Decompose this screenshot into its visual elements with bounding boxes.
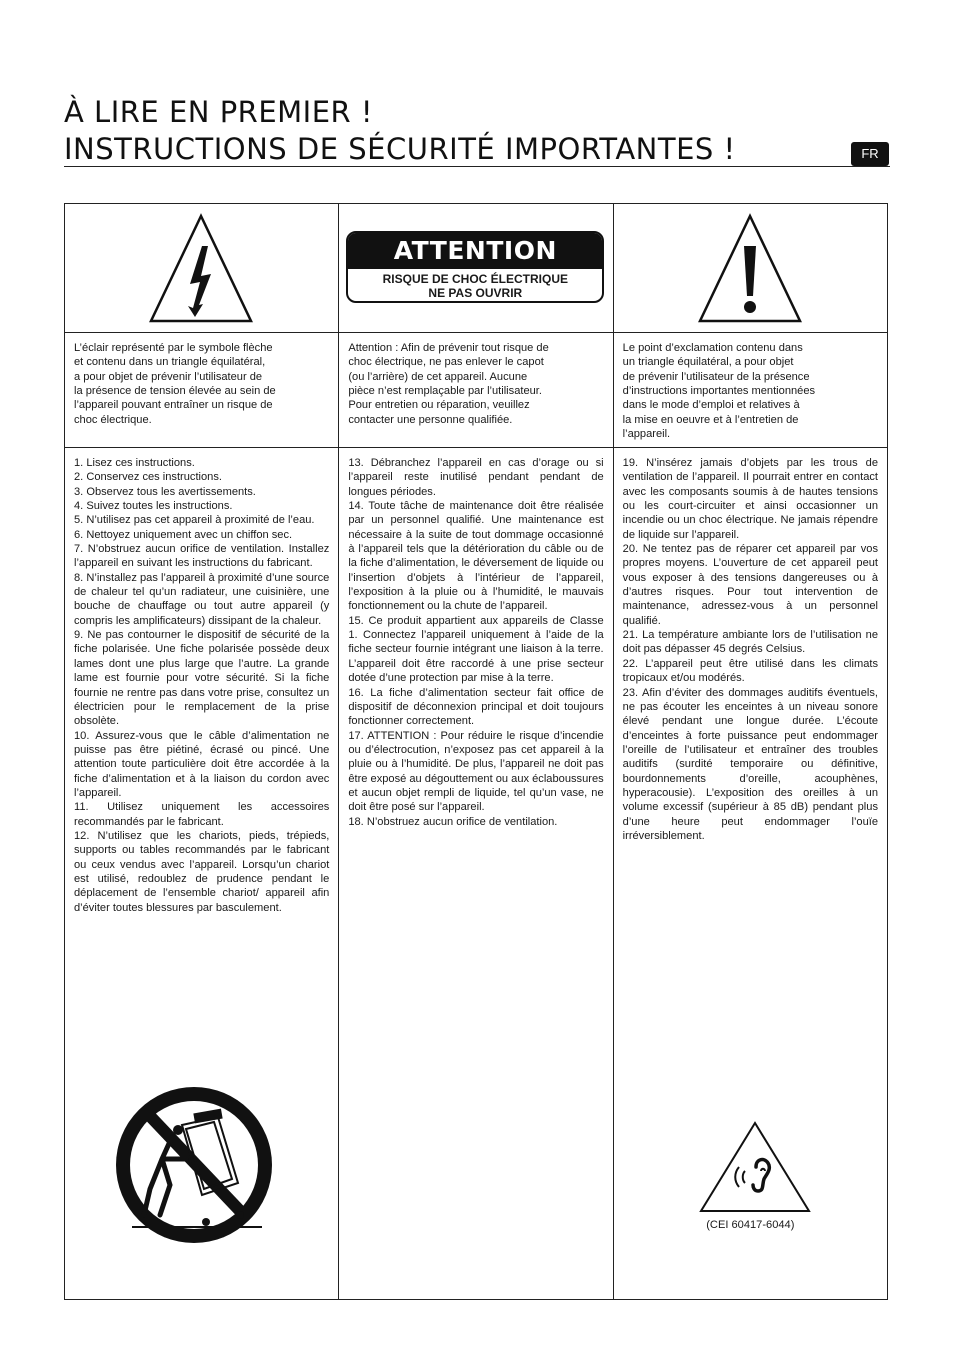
- lightning-triangle-icon: [65, 204, 338, 332]
- cei-label: (CEI 60417-6044): [706, 1219, 795, 1231]
- instruction-item: 19. N’insérez jamais d’objets par les trous de ventilation de l’appareil. Il pourrait entrer en contact avec les composants soumis à de hautes tensions ou les court-circuiter et ainsi occasionner un incendie ou un choc électrique. Ne jamais répendre de liquide sur l’appareil.: [622, 457, 878, 541]
- symbol-cell-exclamation: [613, 204, 887, 333]
- instructions-col-3-text: [614, 448, 887, 843]
- instructions-col-2: [339, 448, 613, 1300]
- safety-table: [64, 203, 888, 1300]
- hearing-warning-icon: [698, 1119, 812, 1215]
- description-attention: [339, 333, 613, 448]
- description-line: choc électrique.: [74, 413, 152, 426]
- instruction-item: 20. Ne tentez pas de réparer cet appareil par vos propres moyens. L’ouverture de cet appareil peut vous exposer à des tensions dangereuses ou à d’autres risques. Pour tout intervention de maintenance, adressez-vous à un personnel qualifié.: [622, 543, 878, 627]
- description-line: Le point d’exclamation contenu dans: [622, 342, 803, 354]
- description-attention-text: [339, 333, 612, 427]
- attention-subtext: [348, 269, 602, 300]
- description-line: pièce n’est remplaçable par l’utilisateur.: [348, 385, 542, 398]
- description-line: un triangle équilatéral, a pour objet: [622, 356, 794, 369]
- description-line: et contenu dans un triangle équilatéral,: [74, 356, 266, 369]
- description-line: de prévenir l’utilisateur de la présence: [622, 370, 810, 383]
- attention-label: [346, 231, 604, 303]
- description-line: a pour objet de prévenir l’utilisateur de: [74, 370, 263, 383]
- instruction-item: 12. N’utilisez que les chariots, pieds, trépieds, supports ou tables recommandés par le fabricant ou ceux vendus avec l’appareil. Lorsqu’un chariot est utilisé, redoublez de prudence pendant le déplacement de l’ensemble chariot/ appareil afin d’éviter toutes blessures par basculement.: [74, 829, 330, 914]
- title-line-2: INSTRUCTIONS DE SÉCURITÉ IMPORTANTES !: [64, 132, 736, 166]
- instruction-item: 3. Observez tous les avertissements.: [74, 485, 256, 498]
- instructions-col-2-text: [339, 448, 612, 829]
- description-line: L’éclair représenté par le symbole flèche: [74, 342, 273, 354]
- instruction-item: 7. N’obstruez aucun orifice de ventilation. Installez l’appareil en suivant les instructions du fabricant.: [74, 543, 330, 570]
- instruction-item: 21. La température ambiante lors de l’utilisation ne doit pas dépasser 45 degrés Celsius.: [622, 629, 878, 656]
- description-line: dans le mode d’emploi et relatives à: [622, 399, 800, 412]
- title-underline: [64, 166, 890, 167]
- attention-heading: ATTENTION: [348, 233, 602, 269]
- instruction-item: 1. Lisez ces instructions.: [74, 457, 195, 469]
- instructions-col-3: [613, 448, 887, 1300]
- instruction-item: 9. Ne pas contourner le dispositif de sécurité de la fiche polarisée. Une fiche polarisée possède deux lames dont une plus large que l’autre. La grande lame est fournie pour votre sécurité. Si la fiche fournie ne rentre pas dans votre prise, consultez un électricien pour le remplacement de la prise obsolète.: [74, 629, 330, 728]
- instruction-item: 6. Nettoyez uniquement avec un chiffon sec.: [74, 528, 293, 541]
- title-line-1: À LIRE EN PREMIER !: [64, 95, 374, 129]
- instruction-item: 14. Toute tâche de maintenance doit être réalisée par un personnel qualifié. Une maintenance est nécessaire à la suite de tout dommage occasionné à l’appareil tels que la détérioration du câble ou de la fiche d’alimentation, le déversement de liquide ou l’insertion d’objets à l’intérieur de l’appareil, l’exposition à la pluie ou à l’humidité, le mauvais fonctionnement ou la chute de l’appareil.: [348, 500, 604, 613]
- symbol-cell-attention: [339, 204, 613, 333]
- exclamation-triangle-icon: [614, 204, 887, 332]
- description-exclamation-text: [614, 333, 887, 441]
- description-line: l’appareil.: [622, 428, 671, 441]
- instruction-item: 23. Afin d’éviter des dommages auditifs éventuels, ne pas écouter les enceintes à un niveau sonore élevé pendant une longue durée. L’écoute d’enceintes à forte puissance peut endommager l’oreille de l’utilisateur et entraîner des troubles auditifs (surdité temporaire ou définitive, bourdonnements d’oreille, acouphènes, hyperacousie). L’exposition des oreilles à un volume excessif (supérieur à 85 dB) pendant plus d’une heure peut endommager l’ouïe irréversiblement.: [622, 686, 878, 842]
- instruction-item: 15. Ce produit appartient aux appareils de Classe 1. Connectez l’appareil uniquement à l’aide de la fiche secteur fournie intégrant une liaison à la terre. L’appareil doit être raccordé à une prise secteur dotée d’une protection par mise à la terre.: [348, 614, 604, 685]
- description-line: Attention : Afin de prévenir tout risque de: [348, 342, 549, 354]
- description-lightning: [65, 333, 339, 448]
- description-line: la présence de tension élevée au sein de: [74, 385, 276, 398]
- instruction-item: 18. N’obstruez aucun orifice de ventilation.: [348, 815, 558, 828]
- attention-sub-line-1: RISQUE DE CHOC ÉLECTRIQUE: [382, 272, 568, 286]
- page-title: [64, 94, 894, 168]
- instruction-item: 5. N’utilisez pas cet appareil à proximité de l’eau.: [74, 514, 315, 527]
- description-exclamation: [613, 333, 887, 448]
- symbol-cell-lightning: [65, 204, 339, 333]
- description-line: choc électrique, ne pas enlever le capot: [348, 356, 544, 369]
- instruction-item: 4. Suivez toutes les instructions.: [74, 500, 233, 513]
- instruction-item: 2. Conservez ces instructions.: [74, 471, 222, 484]
- instructions-col-1-text: [65, 448, 338, 915]
- instruction-item: 10. Assurez-vous que le câble d’alimentation ne puisse pas être piétiné, écrasé ou pincé. Une attention toute particulière doit être accordée à la fiche d’alimentation et à la liaison du cordon avec l’appareil.: [74, 729, 330, 799]
- instruction-item: 13. Débranchez l’appareil en cas d’orage ou si l’appareil reste inutilisé pendant pendant de longues périodes.: [348, 457, 604, 498]
- description-line: l’appareil pouvant entraîner un risque de: [74, 399, 273, 412]
- instructions-col-1: [65, 448, 339, 1300]
- attention-sub-line-2: NE PAS OUVRIR: [428, 286, 523, 300]
- instruction-item: 11. Utilisez uniquement les accessoires recommandés par le fabricant.: [74, 801, 330, 828]
- description-line: la mise en oeuvre et à l’entretien de: [622, 413, 799, 426]
- instruction-item: 16. La fiche d’alimentation secteur fait office de dispositif de déconnexion principal et doit toujours fonctionner correctement.: [348, 686, 604, 728]
- description-line: (ou l’arrière) de cet appareil. Aucune: [348, 370, 528, 383]
- description-line: Pour entretien ou réparation, veuillez: [348, 399, 530, 412]
- instruction-item: 22. L’appareil peut être utilisé dans les climats tropicaux et/ou modérés.: [622, 657, 878, 685]
- no-cart-tipping-icon: [114, 1085, 274, 1245]
- description-line: d’instructions importantes mentionnées: [622, 385, 816, 398]
- description-line: contacter une personne qualifiée.: [348, 413, 513, 426]
- language-badge: FR: [851, 142, 889, 166]
- description-lightning-text: [65, 333, 338, 427]
- instruction-item: 17. ATTENTION : Pour réduire le risque d’incendie ou d’électrocution, n’exposez pas cet appareil à la pluie ou à l’humidité. De plus, l’appareil ne doit pas être exposé au dégouttement ou aux éclaboussures et aucun objet rempli de liquide, tel qu’un vase, ne doit être posé sur l’appareil.: [348, 729, 604, 814]
- instruction-item: 8. N’installez pas l’appareil à proximité d’une source de chaleur tel qu’un radiateur, une cuisinière, une bouche de chauffage ou tout autre appareil (y compris les amplificateurs) dissipant de la chaleur.: [74, 571, 330, 627]
